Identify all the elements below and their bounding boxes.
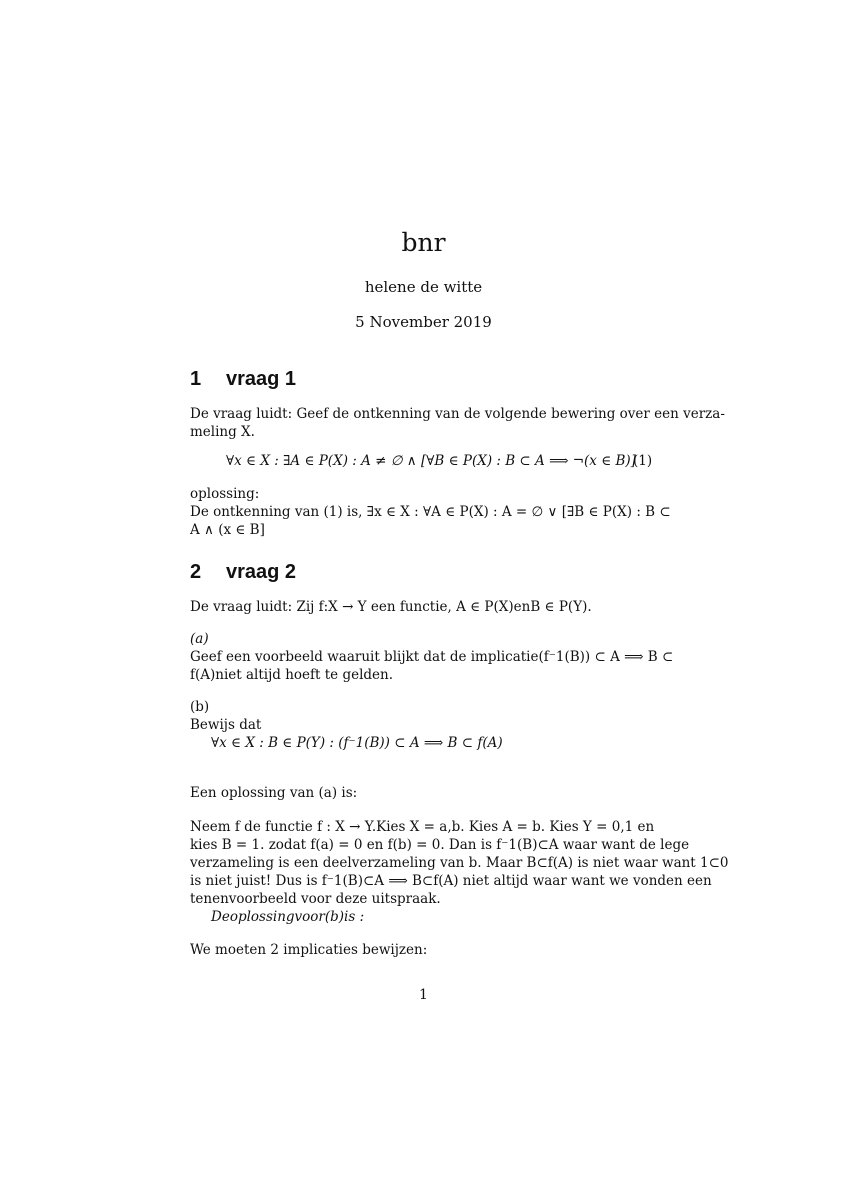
section-2-number: 2 xyxy=(190,561,202,583)
part-b-line-2: ∀x ∈ X : B ∈ P(Y) : (f⁻1(B)) ⊂ A ⟹ B ⊂ f(A) xyxy=(211,735,503,751)
document-author: helene de witte xyxy=(364,278,483,296)
document-title: bnr xyxy=(401,228,446,257)
section-1-intro-line-2: meling X. xyxy=(190,424,255,440)
paragraph-line: kies B = 1. zodat f(a) = 0 en f(b) = 0. Dan is f⁻1(B)⊂A waar want de lege xyxy=(190,837,690,853)
page-number: 1 xyxy=(419,987,428,1003)
part-a-label: (a) xyxy=(190,631,209,647)
equation-1-number: (1) xyxy=(633,453,653,469)
equation-1: ∀x ∈ X : ∃A ∈ P(X) : A ≠ ∅ ∧ [∀B ∈ P(X) : B ⊂ A ⟹ ¬(x ∈ B)] xyxy=(226,453,636,469)
section-1-solution-line-1: De ontkenning van (1) is, ∃x ∈ X : ∀A ∈ P(X) : A = ∅ ∨ [∃B ∈ P(X) : B ⊂ xyxy=(190,504,671,520)
oplossing-b-heading: Deoplossingvoor(b)is : xyxy=(211,909,365,925)
part-b-label: (b) xyxy=(190,699,210,715)
section-1-solution-label: oplossing: xyxy=(190,486,260,502)
paragraph-line: Neem f de functie f : X → Y.Kies X = a,b. Kies A = b. Kies Y = 0,1 en xyxy=(190,819,655,835)
section-1-solution-line-2: A ∧ (x ∈ B] xyxy=(190,522,265,538)
section-2-title: vraag 2 xyxy=(226,561,297,583)
paragraph-line: is niet juist! Dus is f⁻1(B)⊂A ⟹ B⊂f(A) niet altijd waar want we vonden een xyxy=(190,873,712,889)
part-a-line-1: Geef een voorbeeld waaruit blijkt dat de implicatie(f⁻1(B)) ⊂ A ⟹ B ⊂ xyxy=(190,649,674,665)
part-b-line-1: Bewijs dat xyxy=(190,717,262,733)
closing-line: We moeten 2 implicaties bewijzen: xyxy=(190,942,428,958)
oplossing-a-heading: Een oplossing van (a) is: xyxy=(190,785,358,801)
document-date: 5 November 2019 xyxy=(355,313,492,331)
section-1-intro-line-1: De vraag luidt: Geef de ontkenning van de volgende bewering over een verza- xyxy=(190,406,725,422)
section-1-number: 1 xyxy=(190,368,202,390)
part-a-line-2: f(A)niet altijd hoeft te gelden. xyxy=(190,667,394,683)
section-2-heading xyxy=(190,561,296,584)
section-2-intro: De vraag luidt: Zij f:X → Y een functie, A ∈ P(X)enB ∈ P(Y). xyxy=(190,599,592,615)
section-1-title: vraag 1 xyxy=(226,368,297,390)
paragraph-line: tenenvoorbeeld voor deze uitspraak. xyxy=(190,891,441,907)
section-1-heading xyxy=(190,368,296,391)
paragraph-line: verzameling is een deelverzameling van b. Maar B⊂f(A) is niet waar want 1⊂0 xyxy=(190,855,729,871)
